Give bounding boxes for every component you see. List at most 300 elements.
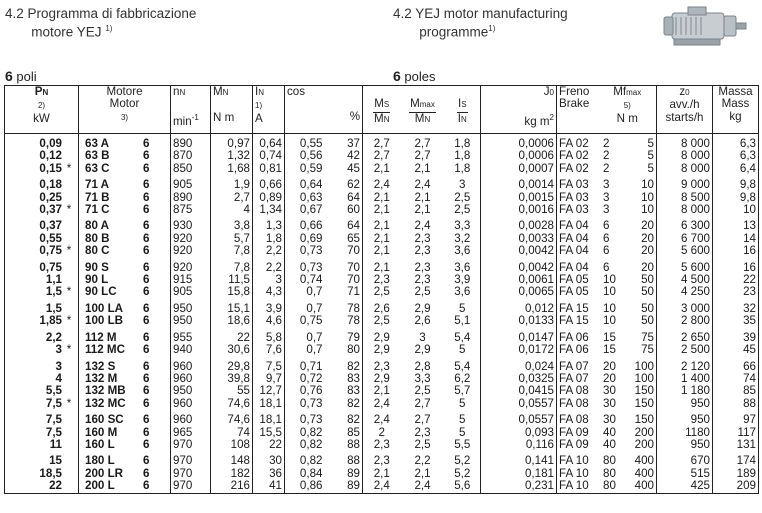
mf-cell: 75 bbox=[641, 343, 654, 357]
n-cell: 970 bbox=[171, 439, 211, 451]
eta-cell: 62 bbox=[347, 178, 360, 192]
motor-type-cell: 80 A 6 bbox=[79, 216, 171, 232]
mass-cell: 209 bbox=[713, 480, 759, 493]
table-row bbox=[5, 385, 759, 397]
mm-cell: 2,9 bbox=[414, 343, 431, 357]
mf-cell: 5 bbox=[647, 149, 654, 163]
z-cell: 9 000 bbox=[657, 175, 713, 191]
mass-cell: 131 bbox=[713, 439, 759, 451]
z-cell: 3 000 bbox=[657, 299, 713, 315]
mm-cell: 2,5 bbox=[414, 384, 431, 398]
eta-cell: 82 bbox=[347, 413, 360, 427]
eta-cell: 60 bbox=[347, 203, 360, 217]
n-cell: 960 bbox=[171, 357, 211, 373]
brake-cell: FA 15 10 bbox=[557, 315, 599, 327]
j-cell: 0,0325 bbox=[481, 373, 557, 385]
eta-cell: 82 bbox=[347, 359, 360, 373]
cos-cell: 0,71 bbox=[285, 357, 325, 373]
n-cell: 970 bbox=[171, 468, 211, 480]
mf-cell: 50 bbox=[641, 285, 654, 299]
power-cell: 0,25 bbox=[39, 190, 62, 204]
brake-cell: FA 04 6 bbox=[557, 216, 599, 232]
cos-cell: 0,73 bbox=[285, 398, 325, 410]
is-cell: 5,2 bbox=[454, 454, 471, 468]
brake-cell: FA 10 80 bbox=[557, 480, 599, 493]
z-cell: 2 500 bbox=[657, 344, 713, 356]
motor-type-cell: 132 S 6 bbox=[79, 357, 171, 373]
j-cell: 0,0061 bbox=[481, 274, 557, 286]
j-cell: 0,0415 bbox=[481, 385, 557, 397]
ms-cell: 2,1 bbox=[363, 245, 401, 257]
eta-cell: 82 bbox=[347, 396, 360, 410]
motor-type-cell: 132 MC 6 bbox=[79, 398, 171, 410]
mass-cell: 74 bbox=[713, 373, 759, 385]
mass-cell: 13 bbox=[713, 216, 759, 232]
power-cell: 1,5 * bbox=[45, 285, 72, 299]
eta-cell: 42 bbox=[347, 149, 360, 163]
j-cell: 0,141 bbox=[481, 451, 557, 467]
cos-cell: 0,67 bbox=[285, 204, 325, 216]
in-cell: 0,64 bbox=[253, 134, 285, 151]
is-cell: 5,5 bbox=[454, 437, 471, 451]
brake-cell: FA 04 6 bbox=[557, 245, 599, 257]
motor-type-cell: 132 M 6 bbox=[79, 373, 171, 385]
j-cell: 0,181 bbox=[481, 468, 557, 480]
z-cell: 8 500 bbox=[657, 192, 713, 204]
mass-cell: 32 bbox=[713, 299, 759, 315]
power-cell: 0,75 bbox=[39, 260, 62, 274]
z-cell: 4 500 bbox=[657, 274, 713, 286]
mn-cell: 148 bbox=[211, 451, 253, 467]
eta-cell: 83 bbox=[347, 371, 360, 385]
j-cell: 0,0042 bbox=[481, 245, 557, 257]
table-header: PN 2) kW Motore Motor 3) nN $\min^{-1}$ MN N m IN 1) A cos % $\frac{MS}{MN}$ $\frac{Mmax}{MN}$ $\frac{IS}{IN}$ J0 kg $m^2$ Freno Brake Mfmax 5) N m z0 avv./h starts/h Massa Mass kg bbox=[5, 86, 759, 134]
j-cell: 0,0557 bbox=[481, 398, 557, 410]
table-row bbox=[5, 163, 759, 175]
n-cell: 920 bbox=[171, 258, 211, 274]
in-cell: 0,74 bbox=[253, 150, 285, 162]
z-cell: 5 600 bbox=[657, 245, 713, 257]
mn-cell: 7,8 bbox=[211, 245, 253, 257]
in-cell: 1,8 bbox=[253, 233, 285, 245]
ms-cell: 2,6 bbox=[363, 299, 401, 315]
in-cell: 5,8 bbox=[253, 328, 285, 344]
is-cell: 3,6 bbox=[454, 260, 471, 274]
motor-type-cell: 200 L 6 bbox=[79, 480, 171, 493]
in-cell: 4,3 bbox=[253, 286, 285, 298]
is-cell: 5,4 bbox=[454, 330, 471, 344]
mass-cell: 35 bbox=[713, 315, 759, 327]
mass-cell: 9,8 bbox=[713, 192, 759, 204]
in-cell: 7,5 bbox=[253, 357, 285, 373]
ms-cell: 2,1 bbox=[363, 233, 401, 245]
power-cell: 2,2 bbox=[45, 330, 62, 344]
motor-type-cell: 180 L 6 bbox=[79, 451, 171, 467]
in-cell: 2,2 bbox=[253, 245, 285, 257]
z-cell: 8 000 bbox=[657, 134, 713, 151]
is-cell: 1,8 bbox=[454, 149, 471, 163]
j-cell: 0,231 bbox=[481, 480, 557, 493]
mm-cell: 2,7 bbox=[414, 137, 431, 150]
in-cell: 4,6 bbox=[253, 315, 285, 327]
cos-cell: 0,63 bbox=[285, 192, 325, 204]
eta-cell: 78 bbox=[347, 314, 360, 328]
j-cell: 0,0016 bbox=[481, 204, 557, 216]
mf-cell: 100 bbox=[634, 359, 654, 373]
mm-cell: 2,8 bbox=[414, 359, 431, 373]
n-cell: 950 bbox=[171, 385, 211, 397]
mass-cell: 16 bbox=[713, 245, 759, 257]
mf-cell: 150 bbox=[634, 396, 654, 410]
mf-cell: 10 bbox=[641, 203, 654, 217]
eta-cell: 70 bbox=[347, 273, 360, 287]
cos-cell: 0,75 bbox=[285, 315, 325, 327]
j-cell: 0,0065 bbox=[481, 286, 557, 298]
mf-cell: 75 bbox=[641, 330, 654, 344]
mn-cell: 5,7 bbox=[211, 233, 253, 245]
j-cell: 0,0557 bbox=[481, 410, 557, 426]
in-cell: 3 bbox=[253, 274, 285, 286]
mass-cell: 88 bbox=[713, 398, 759, 410]
section-heading-italian: 4.2 Programma di fabbricazione motore YEJ $^{1)}$ bbox=[5, 6, 197, 40]
motor-type-cell: 160 M 6 bbox=[79, 427, 171, 439]
n-cell: 950 bbox=[171, 299, 211, 315]
mn-cell: 74,6 bbox=[211, 398, 253, 410]
cos-cell: 0,72 bbox=[285, 373, 325, 385]
power-cell: 0,15 * bbox=[39, 161, 72, 175]
ms-cell: 2,3 bbox=[363, 439, 401, 451]
mass-cell: 189 bbox=[713, 468, 759, 480]
j-cell: 0,0007 bbox=[481, 163, 557, 175]
power-cell: 1,5 bbox=[45, 301, 62, 315]
eta-cell: 79 bbox=[347, 330, 360, 344]
mf-cell: 400 bbox=[634, 454, 654, 468]
table-row bbox=[5, 398, 759, 410]
mn-cell: 15,8 bbox=[211, 286, 253, 298]
mass-cell: 117 bbox=[713, 427, 759, 439]
mass-cell: 6,3 bbox=[713, 134, 759, 151]
motor-type-cell: 80 C 6 bbox=[79, 245, 171, 257]
mn-cell: 29,8 bbox=[211, 357, 253, 373]
brake-cell: FA 08 30 bbox=[557, 398, 599, 410]
power-cell: 0,75 * bbox=[39, 244, 72, 258]
brake-cell: FA 08 30 bbox=[557, 410, 599, 426]
n-cell: 970 bbox=[171, 451, 211, 467]
brake-cell: FA 05 10 bbox=[557, 286, 599, 298]
power-cell: 22 bbox=[49, 479, 62, 493]
in-cell: 22 bbox=[253, 439, 285, 451]
power-cell: 3 * bbox=[55, 343, 72, 357]
z-cell: 670 bbox=[657, 451, 713, 467]
table-row bbox=[5, 134, 759, 151]
is-cell: 1,8 bbox=[454, 137, 471, 150]
mn-cell: 4 bbox=[211, 204, 253, 216]
brake-cell: FA 03 3 bbox=[557, 192, 599, 204]
j-cell: 0,0172 bbox=[481, 344, 557, 356]
mm-cell: 2,7 bbox=[414, 413, 431, 427]
n-cell: 915 bbox=[171, 274, 211, 286]
mass-cell: 16 bbox=[713, 258, 759, 274]
mf-cell: 50 bbox=[641, 314, 654, 328]
brake-cell: FA 07 20 bbox=[557, 357, 599, 373]
cos-cell: 0,74 bbox=[285, 274, 325, 286]
brake-cell: FA 02 2 bbox=[557, 150, 599, 162]
brake-cell: FA 02 2 bbox=[557, 134, 599, 151]
brake-cell: FA 03 3 bbox=[557, 204, 599, 216]
in-cell: 2,2 bbox=[253, 258, 285, 274]
eta-cell: 64 bbox=[347, 190, 360, 204]
is-cell: 5 bbox=[459, 343, 466, 357]
table-row bbox=[5, 175, 759, 191]
table-row bbox=[5, 439, 759, 451]
table-row bbox=[5, 150, 759, 162]
motor-type-cell: 160 L 6 bbox=[79, 439, 171, 451]
in-cell: 36 bbox=[253, 468, 285, 480]
n-cell: 960 bbox=[171, 410, 211, 426]
cos-cell: 0,69 bbox=[285, 233, 325, 245]
motor-type-cell: 90 S 6 bbox=[79, 258, 171, 274]
cos-cell: 0,59 bbox=[285, 163, 325, 175]
mm-cell: 2,1 bbox=[414, 203, 431, 217]
motor-type-cell: 71 B 6 bbox=[79, 192, 171, 204]
ms-cell: 2,9 bbox=[363, 328, 401, 344]
power-cell: 15 bbox=[49, 454, 62, 468]
mf-cell: 100 bbox=[634, 371, 654, 385]
motor-type-cell: 112 M 6 bbox=[79, 328, 171, 344]
mf-cell: 400 bbox=[634, 466, 654, 480]
ms-cell: 2,3 bbox=[363, 357, 401, 373]
mass-cell: 14 bbox=[713, 233, 759, 245]
mass-cell: 39 bbox=[713, 328, 759, 344]
power-cell: 1,85 * bbox=[39, 314, 72, 328]
in-cell: 12,7 bbox=[253, 385, 285, 397]
motor-type-cell: 112 MC 6 bbox=[79, 344, 171, 356]
n-cell: 905 bbox=[171, 175, 211, 191]
z-cell: 425 bbox=[657, 480, 713, 493]
mf-cell: 200 bbox=[634, 425, 654, 439]
mass-cell: 22 bbox=[713, 274, 759, 286]
mm-cell: 2,3 bbox=[414, 425, 431, 439]
j-cell: 0,0014 bbox=[481, 175, 557, 191]
j-cell: 0,0147 bbox=[481, 328, 557, 344]
motor-type-cell: 63 C 6 bbox=[79, 163, 171, 175]
is-cell: 5,6 bbox=[454, 479, 471, 493]
brake-cell: FA 09 40 bbox=[557, 427, 599, 439]
ms-cell: 2,1 bbox=[363, 216, 401, 232]
j-cell: 0,024 bbox=[481, 357, 557, 373]
is-cell: 5 bbox=[459, 301, 466, 315]
n-cell: 930 bbox=[171, 216, 211, 232]
is-cell: 3,6 bbox=[454, 244, 471, 258]
mf-cell: 20 bbox=[641, 231, 654, 245]
in-cell: 0,66 bbox=[253, 175, 285, 191]
is-cell: 3,9 bbox=[454, 273, 471, 287]
brake-cell: FA 04 6 bbox=[557, 258, 599, 274]
mf-cell: 20 bbox=[641, 219, 654, 233]
mn-cell: 0,97 bbox=[211, 134, 253, 151]
mm-cell: 2,4 bbox=[414, 479, 431, 493]
table-row bbox=[5, 216, 759, 232]
ms-cell: 2,9 bbox=[363, 373, 401, 385]
mass-cell: 45 bbox=[713, 344, 759, 356]
mn-cell: 216 bbox=[211, 480, 253, 493]
eta-cell: 89 bbox=[347, 479, 360, 493]
power-cell: 11 bbox=[49, 437, 62, 451]
ms-cell: 2,7 bbox=[363, 150, 401, 162]
motor-type-cell: 63 B 6 bbox=[79, 150, 171, 162]
in-cell: 1,34 bbox=[253, 204, 285, 216]
j-cell: 0,0015 bbox=[481, 192, 557, 204]
in-cell: 1,3 bbox=[253, 216, 285, 232]
mm-cell: 2,4 bbox=[414, 219, 431, 233]
is-cell: 5,7 bbox=[454, 384, 471, 398]
is-cell: 5 bbox=[459, 425, 466, 439]
in-cell: 18,1 bbox=[253, 398, 285, 410]
mn-cell: 55 bbox=[211, 385, 253, 397]
in-cell: 3,9 bbox=[253, 299, 285, 315]
power-cell: 1,1 bbox=[45, 273, 62, 287]
z-cell: 950 bbox=[657, 398, 713, 410]
power-cell: 0,18 bbox=[39, 178, 62, 192]
cos-cell: 0,7 bbox=[285, 286, 325, 298]
n-cell: 955 bbox=[171, 328, 211, 344]
ms-cell: 2,1 bbox=[363, 258, 401, 274]
j-cell: 0,0006 bbox=[481, 134, 557, 151]
power-cell: 4 bbox=[55, 371, 62, 385]
in-cell: 18,1 bbox=[253, 410, 285, 426]
power-cell: 0,55 bbox=[39, 231, 62, 245]
motor-type-cell: 71 C 6 bbox=[79, 204, 171, 216]
ms-cell: 2,5 bbox=[363, 315, 401, 327]
mass-cell: 6,3 bbox=[713, 150, 759, 162]
mn-cell: 1,68 bbox=[211, 163, 253, 175]
eta-cell: 89 bbox=[347, 466, 360, 480]
in-cell: 15,5 bbox=[253, 427, 285, 439]
z-cell: 1 180 bbox=[657, 385, 713, 397]
ms-cell: 2,4 bbox=[363, 410, 401, 426]
in-cell: 9,7 bbox=[253, 373, 285, 385]
mass-cell: 174 bbox=[713, 451, 759, 467]
mn-cell: 11,5 bbox=[211, 274, 253, 286]
mm-cell: 2,7 bbox=[414, 149, 431, 163]
mass-cell: 10 bbox=[713, 204, 759, 216]
motor-type-cell: 90 L 6 bbox=[79, 274, 171, 286]
z-cell: 2 650 bbox=[657, 328, 713, 344]
motor-type-cell: 160 SC 6 bbox=[79, 410, 171, 426]
motor-type-cell: 90 LC 6 bbox=[79, 286, 171, 298]
z-cell: 4 250 bbox=[657, 286, 713, 298]
z-cell: 5 600 bbox=[657, 258, 713, 274]
in-cell: 7,6 bbox=[253, 344, 285, 356]
mn-cell: 18,6 bbox=[211, 315, 253, 327]
z-cell: 8 000 bbox=[657, 163, 713, 175]
mf-cell: 10 bbox=[641, 178, 654, 192]
brake-cell: FA 15 10 bbox=[557, 299, 599, 315]
motor-type-cell: 63 A 6 bbox=[79, 134, 171, 151]
mn-cell: 1,32 bbox=[211, 150, 253, 162]
n-cell: 960 bbox=[171, 373, 211, 385]
mf-cell: 10 bbox=[641, 190, 654, 204]
ms-cell: 2,4 bbox=[363, 480, 401, 493]
table-row bbox=[5, 258, 759, 274]
cos-cell: 0,64 bbox=[285, 175, 325, 191]
mm-cell: 2,3 bbox=[414, 260, 431, 274]
z-cell: 6 700 bbox=[657, 233, 713, 245]
brake-cell: FA 05 10 bbox=[557, 274, 599, 286]
table-row bbox=[5, 245, 759, 257]
z-cell: 6 300 bbox=[657, 216, 713, 232]
z-cell: 8 000 bbox=[657, 150, 713, 162]
motor-type-cell: 100 LA 6 bbox=[79, 299, 171, 315]
z-cell: 1 400 bbox=[657, 373, 713, 385]
mm-cell: 2,7 bbox=[414, 396, 431, 410]
mf-cell: 5 bbox=[647, 137, 654, 150]
ms-cell: 2,3 bbox=[363, 451, 401, 467]
j-cell: 0,116 bbox=[481, 439, 557, 451]
power-cell: 7,5 bbox=[45, 425, 62, 439]
cos-cell: 0,73 bbox=[285, 410, 325, 426]
cos-cell: 0,84 bbox=[285, 468, 325, 480]
eta-cell: 83 bbox=[347, 384, 360, 398]
z-cell: 1180 bbox=[657, 427, 713, 439]
in-cell: 41 bbox=[253, 480, 285, 493]
motor-type-cell: 71 A 6 bbox=[79, 175, 171, 191]
table-row bbox=[5, 344, 759, 356]
j-cell: 0,0028 bbox=[481, 216, 557, 232]
cos-cell: 0,82 bbox=[285, 451, 325, 467]
cos-cell: 0,7 bbox=[285, 328, 325, 344]
ms-cell: 2,4 bbox=[363, 175, 401, 191]
cos-cell: 0,7 bbox=[285, 344, 325, 356]
mf-cell: 5 bbox=[647, 161, 654, 175]
in-cell: 30 bbox=[253, 451, 285, 467]
j-cell: 0,012 bbox=[481, 299, 557, 315]
ms-cell: 2,1 bbox=[363, 204, 401, 216]
brake-cell: FA 02 2 bbox=[557, 163, 599, 175]
mn-cell: 2,7 bbox=[211, 192, 253, 204]
power-cell: 7,5 * bbox=[45, 396, 72, 410]
is-cell: 2,5 bbox=[454, 203, 471, 217]
table-row bbox=[5, 299, 759, 315]
mn-cell: 3,8 bbox=[211, 216, 253, 232]
mm-cell: 2,4 bbox=[414, 178, 431, 192]
ms-cell: 2,1 bbox=[363, 468, 401, 480]
ms-cell: 2,7 bbox=[363, 134, 401, 151]
is-cell: 5 bbox=[459, 396, 466, 410]
mm-cell: 3 bbox=[419, 330, 426, 344]
is-cell: 5,4 bbox=[454, 359, 471, 373]
mn-cell: 15,1 bbox=[211, 299, 253, 315]
z-cell: 950 bbox=[657, 439, 713, 451]
ms-cell: 2 bbox=[363, 427, 401, 439]
cos-cell: 0,82 bbox=[285, 427, 325, 439]
poles-label-english: 6 poles bbox=[393, 68, 436, 84]
brake-cell: FA 10 80 bbox=[557, 451, 599, 467]
mn-cell: 7,8 bbox=[211, 258, 253, 274]
mass-cell: 85 bbox=[713, 385, 759, 397]
ms-cell: 2,1 bbox=[363, 192, 401, 204]
table-row bbox=[5, 410, 759, 426]
mf-cell: 20 bbox=[641, 244, 654, 258]
cos-cell: 0,76 bbox=[285, 385, 325, 397]
mm-cell: 2,5 bbox=[414, 285, 431, 299]
n-cell: 890 bbox=[171, 192, 211, 204]
j-cell: 0,0042 bbox=[481, 258, 557, 274]
mf-cell: 400 bbox=[634, 479, 654, 493]
cos-cell: 0,73 bbox=[285, 258, 325, 274]
mass-cell: 66 bbox=[713, 357, 759, 373]
table-row bbox=[5, 451, 759, 467]
